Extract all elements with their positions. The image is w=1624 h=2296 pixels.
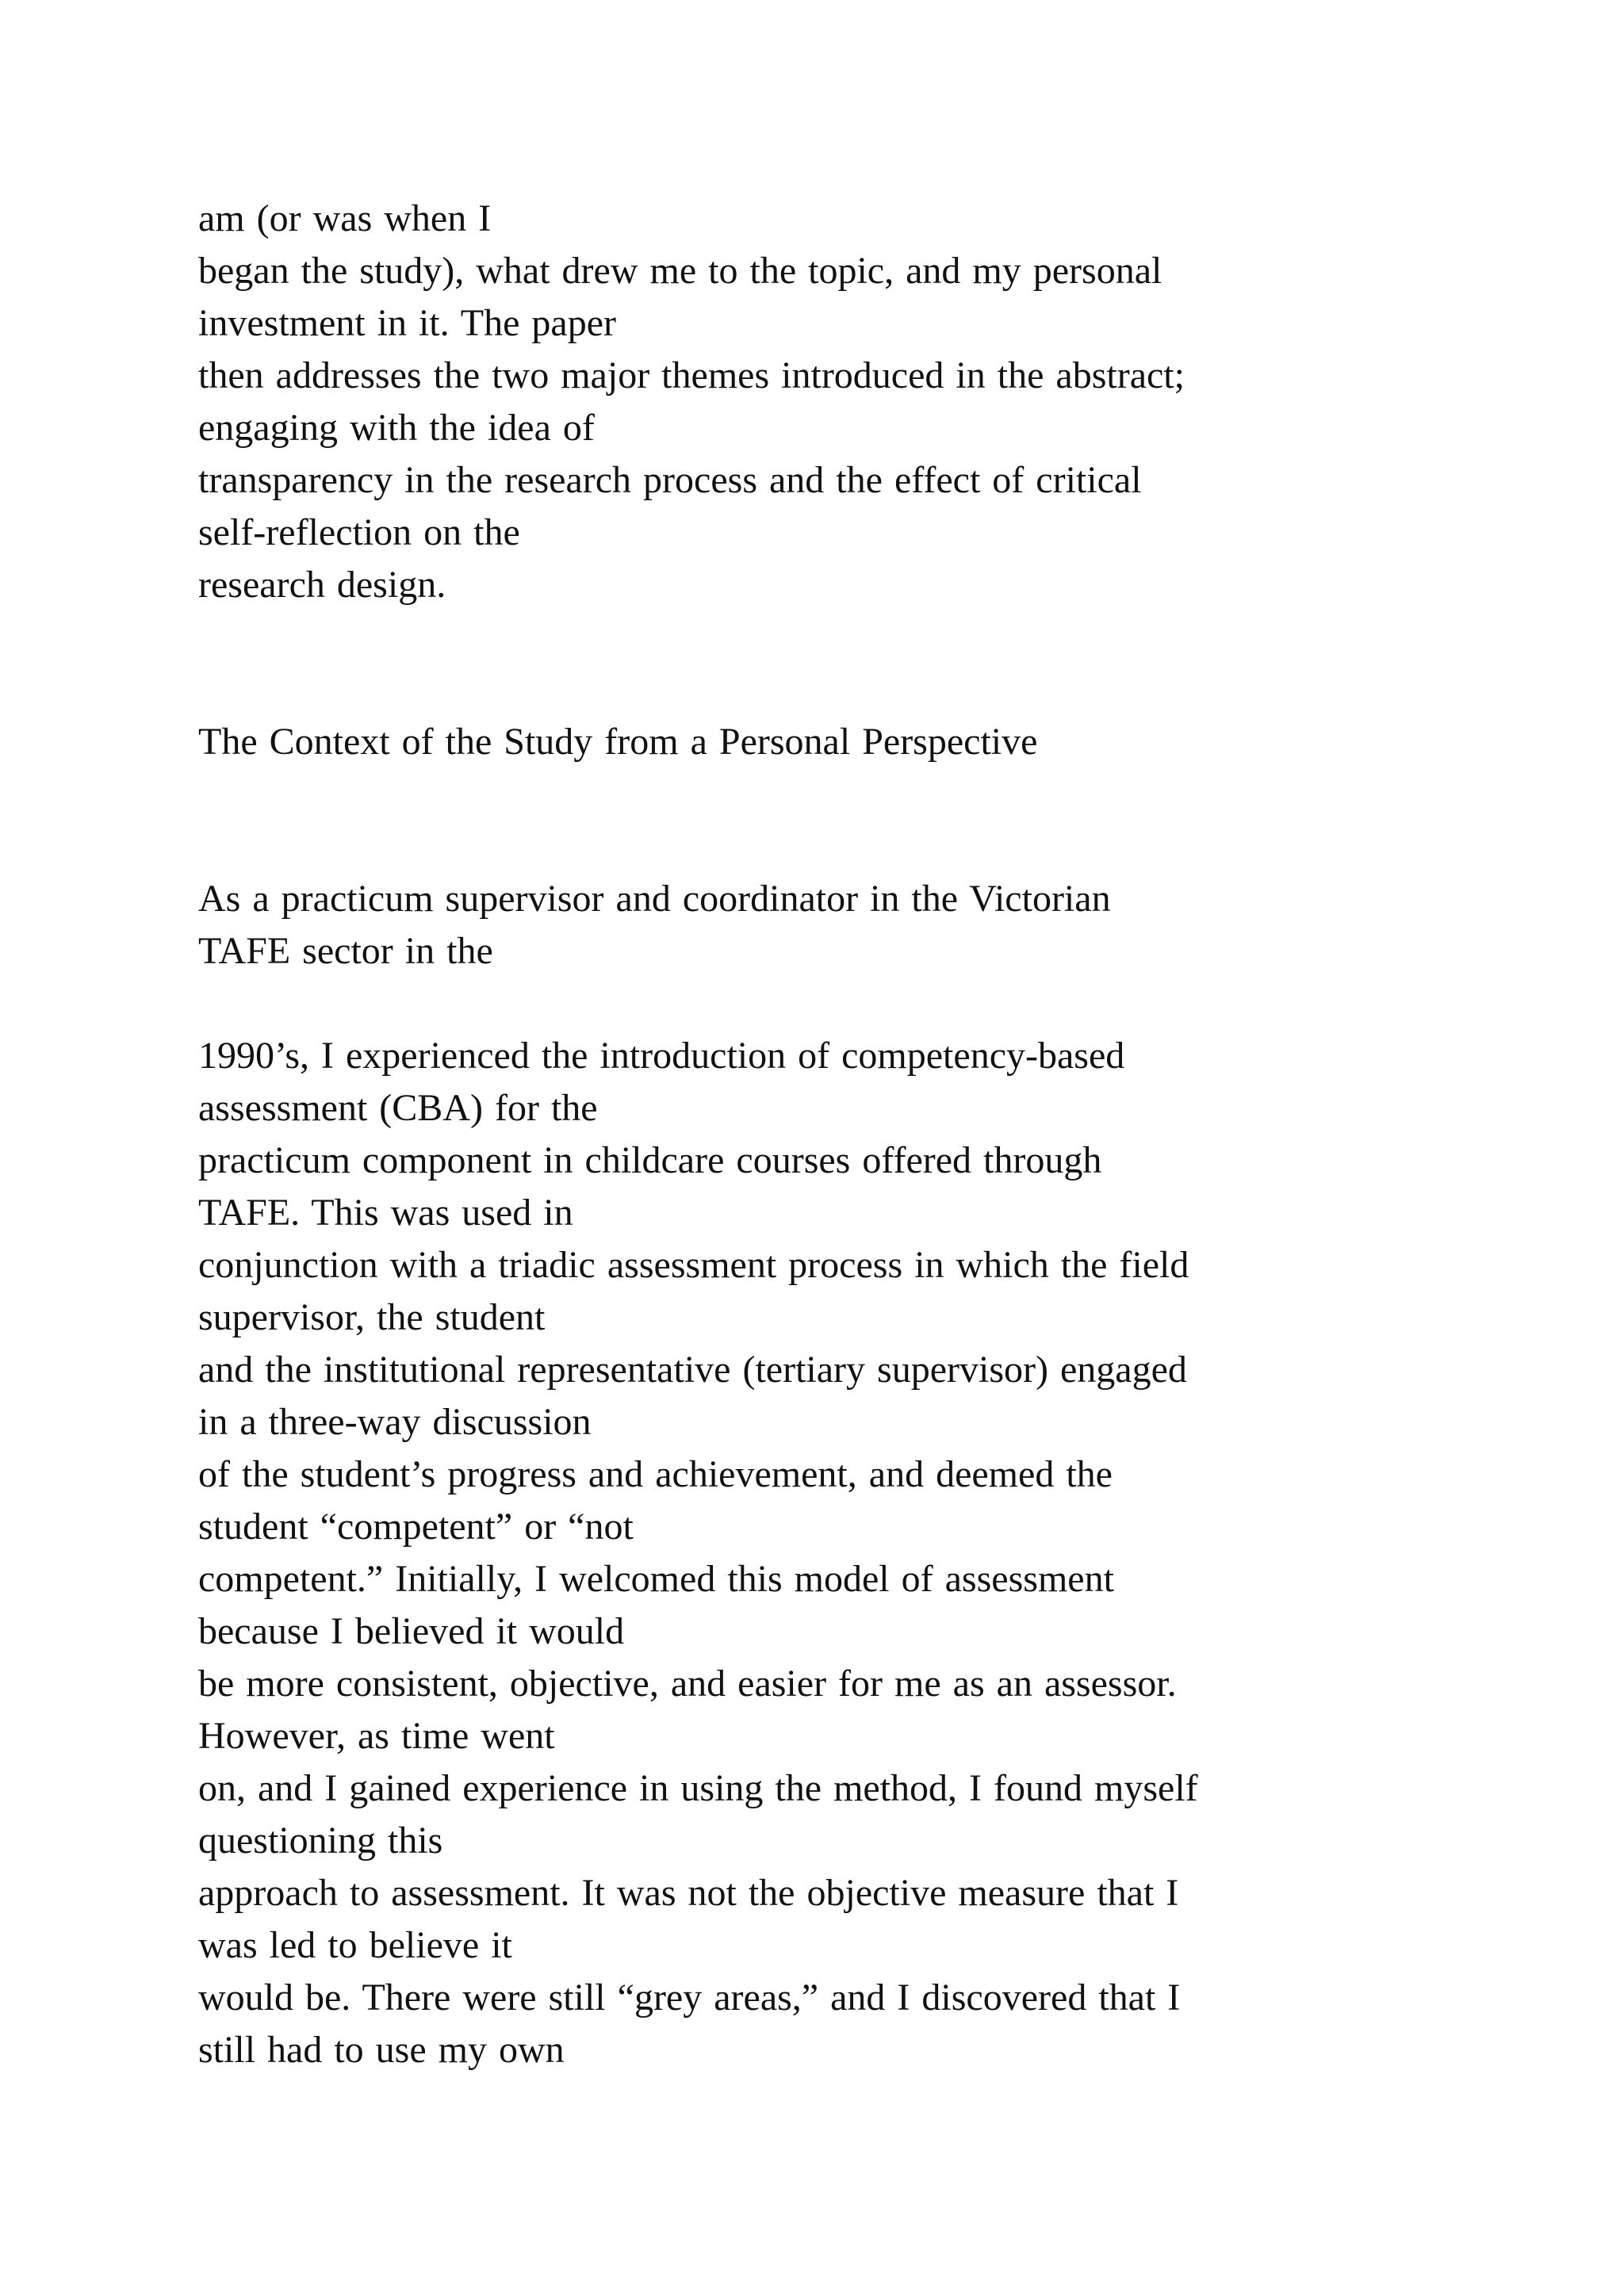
text-line: was led to believe it <box>198 1924 512 1966</box>
section-heading-text: The Context of the Study from a Personal Perspective <box>198 721 1038 763</box>
text-line: self-reflection on the <box>198 511 520 553</box>
spacer <box>198 978 1546 1030</box>
spacer <box>198 611 1546 716</box>
text-line: be more consistent, objective, and easier for me as an assessor. <box>198 1663 1177 1705</box>
text-line: transparency in the research process and the effect of critical <box>198 459 1142 501</box>
text-line: questioning this <box>198 1820 443 1862</box>
paragraph-cba <box>198 1030 1546 2076</box>
text-line: engaging with the idea of <box>198 407 595 449</box>
text-line: began the study), what drew me to the topic, and my personal <box>198 250 1162 292</box>
text-line: competent.” Initially, I welcomed this model of assessment <box>198 1558 1114 1600</box>
text-line: conjunction with a triadic assessment process in which the field <box>198 1244 1189 1286</box>
text-line: and the institutional representative (tertiary supervisor) engaged <box>198 1349 1187 1391</box>
text-line: research design. <box>198 564 446 606</box>
section-heading <box>198 716 1546 768</box>
text-line: investment in it. The paper <box>198 302 616 344</box>
text-line: on, and I gained experience in using the method, I found myself <box>198 1767 1198 1809</box>
text-line: supervisor, the student <box>198 1296 546 1338</box>
text-line: assessment (CBA) for the <box>198 1087 598 1129</box>
text-line: would be. There were still “grey areas,” and I discovered that I <box>198 1976 1181 2019</box>
text-line: TAFE sector in the <box>198 930 493 972</box>
spacer <box>198 768 1546 873</box>
text-line: As a practicum supervisor and coordinator in the Victorian <box>198 878 1111 920</box>
text-line: student “competent” or “not <box>198 1506 634 1548</box>
text-line: in a three-way discussion <box>198 1401 592 1443</box>
text-line: then addresses the two major themes introduced in the abstract; <box>198 354 1185 396</box>
text-line: 1990’s, I experienced the introduction of competency-based <box>198 1035 1125 1077</box>
text-line: still had to use my own <box>198 2029 565 2071</box>
text-line: am (or was when I <box>198 197 492 239</box>
text-line: TAFE. This was used in <box>198 1192 573 1234</box>
paragraph-context <box>198 873 1546 978</box>
document-body <box>198 193 1546 2076</box>
text-line: However, as time went <box>198 1715 555 1757</box>
text-line: practicum component in childcare courses offered through <box>198 1139 1102 1181</box>
paragraph-intro <box>198 193 1546 611</box>
text-line: approach to assessment. It was not the objective measure that I <box>198 1872 1179 1914</box>
text-line: of the student’s progress and achievement, and deemed the <box>198 1453 1113 1495</box>
text-line: because I believed it would <box>198 1610 625 1652</box>
